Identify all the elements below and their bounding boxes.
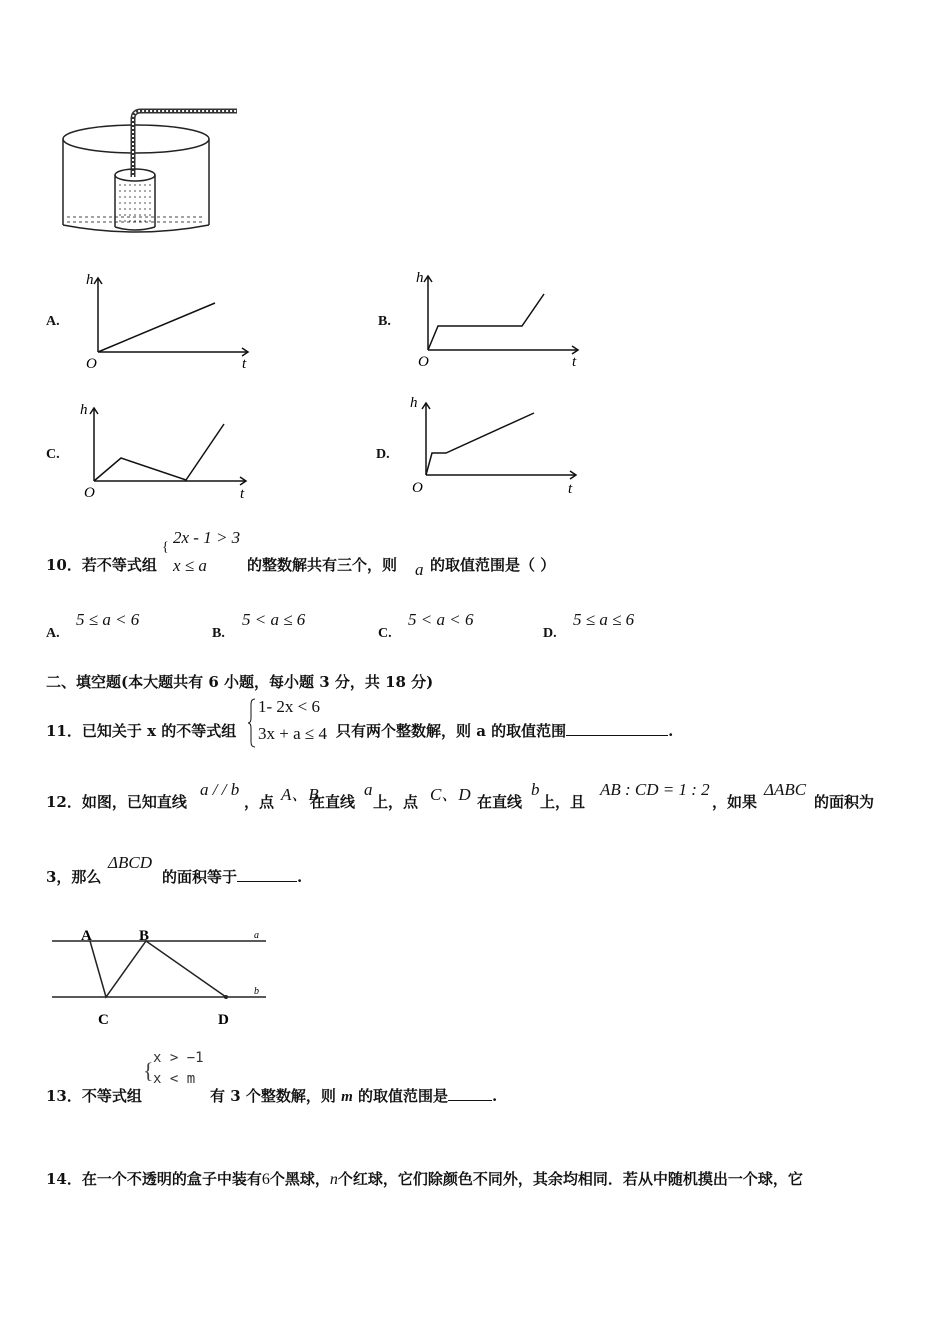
q12-end: . <box>297 868 303 886</box>
option-d-label[interactable]: D. <box>376 447 390 462</box>
q10-brace: { <box>162 540 169 555</box>
q13-stem <box>46 1085 142 1106</box>
q12-m4: C、D <box>430 785 471 804</box>
q12-fig-line-b: b <box>254 986 259 997</box>
q13-sys-line1: x > −1 <box>153 1050 204 1066</box>
q10-text-after: 的整数解共有三个，则 <box>247 556 398 574</box>
q14-m2: n <box>329 1171 338 1188</box>
q10-option-a-label[interactable]: A. <box>46 626 60 641</box>
q12-number: 12． <box>46 793 82 811</box>
option-c-graph[interactable] <box>78 398 263 506</box>
q11-stem <box>46 720 236 741</box>
q10-option-d-expr[interactable]: 5 ≤ a ≤ 6 <box>573 610 635 629</box>
q12-fig-label-b: B <box>139 928 150 944</box>
q10-option-a-expr[interactable]: 5 ≤ a < 6 <box>76 610 140 629</box>
q12-line2-start: 3，那么 <box>46 868 102 886</box>
q10-number: 10． <box>46 556 82 574</box>
option-d-axis-h: h <box>410 395 418 411</box>
q12-m7: ΔABC <box>764 780 807 799</box>
q13-answer-blank[interactable] <box>448 1086 492 1101</box>
option-d-axis-t: t <box>568 481 573 497</box>
q10-stem <box>46 554 157 575</box>
q11-number: 11． <box>46 722 82 740</box>
q12-m3: a <box>364 780 373 799</box>
q10-option-b-expr[interactable]: 5 < a ≤ 6 <box>242 610 306 629</box>
q14-stem <box>46 1168 803 1189</box>
q11-text-after <box>336 720 673 741</box>
q10-sys-line2: x ≤ a <box>173 556 207 575</box>
q10-option-d-label[interactable]: D. <box>543 626 557 641</box>
q13-t1: 有 3 个整数解，则 <box>210 1087 336 1105</box>
q13-text-before: 不等式组 <box>81 1087 142 1105</box>
option-b-origin: O <box>418 354 429 370</box>
q12-t6: 上，且 <box>540 793 586 811</box>
q13-t2: 的取值范围是 <box>358 1087 449 1105</box>
option-b-axis-t: t <box>572 354 577 370</box>
q13-rest <box>210 1085 497 1106</box>
q12-line2-end <box>162 866 302 887</box>
q12-t1: 如图，已知直线 <box>81 793 187 811</box>
q11-text-before: 已知关于 x 的不等式组 <box>81 722 237 740</box>
q12-answer-blank[interactable] <box>237 867 297 882</box>
q10-text-end: 的取值范围是（ ） <box>430 556 556 574</box>
q12-t3: 在直线 <box>310 793 356 811</box>
q12-t2: ，点 <box>244 793 275 811</box>
q12-m2: A、B <box>281 785 319 804</box>
q11-text-after-span: 只有两个整数解，则 a 的取值范围 <box>336 722 567 740</box>
q11-end: . <box>668 722 674 740</box>
option-d-graph[interactable] <box>408 395 593 503</box>
q12-t8: 的面积为 <box>814 793 875 811</box>
q12-number-text <box>46 791 187 812</box>
option-c-label[interactable]: C. <box>46 447 60 462</box>
option-b-axis-h: h <box>416 270 424 286</box>
q12-m8: ΔBCD <box>108 853 152 872</box>
q11-sys-line1: 1- 2x < 6 <box>258 697 320 716</box>
q12-line2-end-text: 的面积等于 <box>162 868 238 886</box>
q10-text-before: 若不等式组 <box>81 556 157 574</box>
q11-answer-blank[interactable] <box>566 721 668 736</box>
q13-var: m <box>341 1089 353 1105</box>
q12-fig-label-a: A <box>81 928 92 944</box>
q14-m1: 6 <box>261 1171 270 1188</box>
q12-fig-label-d: D <box>218 1012 229 1028</box>
q13-number: 13． <box>46 1087 82 1105</box>
option-a-axis-h: h <box>86 272 94 288</box>
q12-m6: AB : CD = 1 : 2 <box>600 780 710 799</box>
option-c-origin: O <box>84 485 95 501</box>
q12-m1: a / / b <box>200 780 240 799</box>
q11-brace <box>248 698 256 748</box>
option-a-origin: O <box>86 356 97 372</box>
q10-option-b-label[interactable]: B. <box>212 626 225 641</box>
q12-t5: 在直线 <box>477 793 523 811</box>
q10-stem-after <box>247 554 397 575</box>
q14-t2: 个黑球， <box>269 1170 330 1188</box>
q10-option-c-label[interactable]: C. <box>378 626 392 641</box>
q12-m5: b <box>531 780 540 799</box>
option-a-label[interactable]: A. <box>46 314 60 329</box>
option-b-label[interactable]: B. <box>378 314 391 329</box>
section2-heading: 二、填空题(本大题共有 6 小题，每小题 3 分，共 18 分) <box>46 673 434 691</box>
q10-var: a <box>415 560 424 579</box>
q11-sys-line2: 3x + a ≤ 4 <box>258 724 327 743</box>
q13-end: . <box>492 1087 498 1105</box>
option-b-graph[interactable] <box>410 264 595 372</box>
option-c-axis-h: h <box>80 402 88 418</box>
option-a-axis-t: t <box>242 356 247 372</box>
option-d-origin: O <box>412 480 423 496</box>
q14-number: 14． <box>46 1170 82 1188</box>
q12-figure <box>48 922 270 1030</box>
q13-brace: { <box>143 1058 154 1083</box>
q12-t7: ，如果 <box>712 793 758 811</box>
q12-fig-label-c: C <box>98 1012 109 1028</box>
q10-option-c-expr[interactable]: 5 < a < 6 <box>408 610 474 629</box>
option-a-graph[interactable] <box>80 268 265 376</box>
q12-t4: 上，点 <box>373 793 419 811</box>
option-c-axis-t: t <box>240 486 245 502</box>
q10-sys-line1: 2x - 1 > 3 <box>173 528 241 547</box>
q13-sys-line2: x < m <box>153 1071 196 1087</box>
q14-t1: 在一个不透明的盒子中装有 <box>81 1170 262 1188</box>
q12-fig-line-a: a <box>254 930 259 941</box>
beaker-figure <box>55 105 245 240</box>
q14-t3: 个红球，它们除颜色不同外，其余均相同．若从中随机摸出一个球，它 <box>337 1170 803 1188</box>
